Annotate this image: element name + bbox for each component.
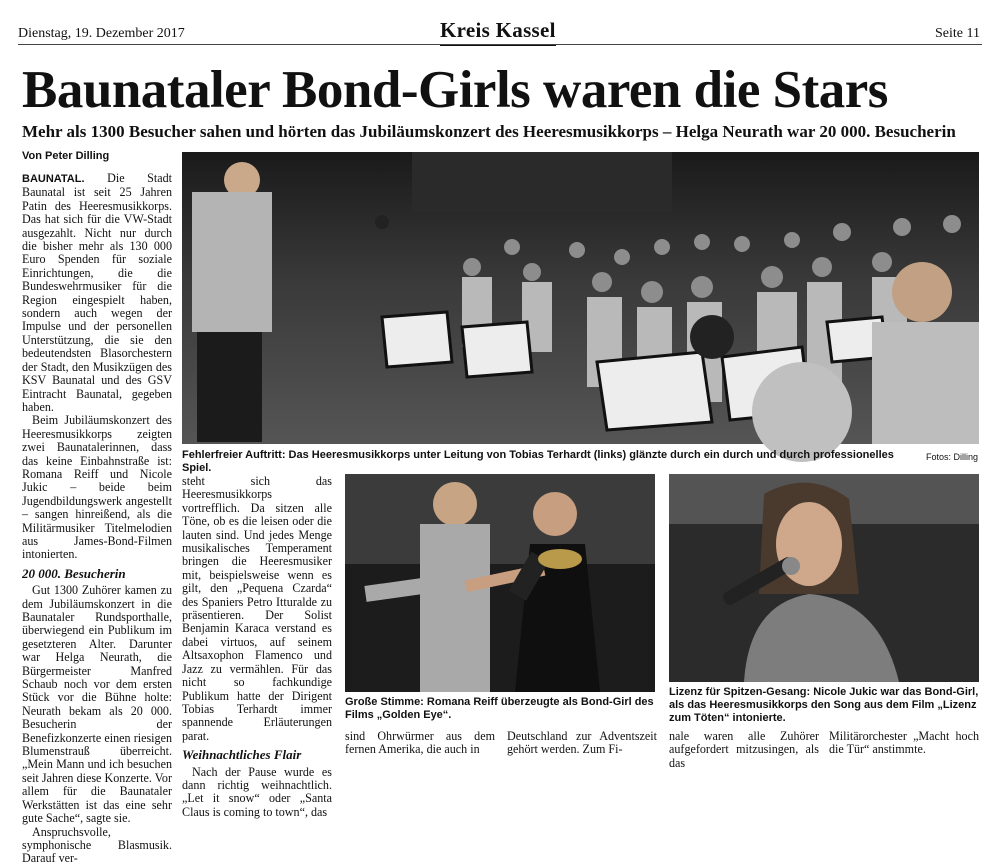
article-column-3: sind Ohrwürmer aus dem fernen Amerika, die auch in (345, 729, 495, 757)
article-column-5: nale waren alle Zuhörer aufgefordert mitzusingen, als das (669, 729, 819, 770)
paragraph: Die Stadt Baunatal ist seit 25 Jahren Patin des Heeresmusikkorps. Das hat sich für die VW-Stadt ausgezahlt. Nicht nur durch die bisher mehr als 130 000 Euro Spenden für soziale Einrichtungen, die die Bundeswehrmusiker für die Region eingespielt haben, sondern auch wegen der Impulse und der personellen Unterstützung, die sie den bedeutendsten Blasorchestern der Stadt, den Musikzügen des KSV Baunatal und des GSV Eintracht Baunatal, gegeben haben. (22, 171, 172, 414)
page-number: Seite 11 (935, 26, 980, 41)
subheading: Weihnachtliches Flair (182, 747, 302, 763)
photo-credit: Fotos: Dilling (925, 452, 978, 462)
headline: Baunataler Bond-Girls waren die Stars (22, 61, 888, 119)
singer-reiff-photo (345, 474, 655, 692)
paragraph: Beim Jubiläumskonzert des Heeresmusikkorps zeigten zwei Baunatalerinnen, dass das keine Einbahnstraße ist: Romana Reiff und Nicole Jukic – beide beim Jugendbildungswerk angestellt – sangen hinreißend, als die Militärmusiker Titelmelodien aus James-Bond-Filmen intonierten. (22, 413, 172, 562)
article-column-4: Deutschland zur Adventszeit gehört werden. Zum Fi- (507, 729, 657, 757)
subheading: 20 000. Besucherin (22, 565, 126, 581)
article-column-6: Militärorchester „Macht hoch die Tür“ anstimmte. (829, 729, 979, 757)
paragraph: Anspruchsvolle, symphonische Blasmusik. Darauf ver- (22, 824, 172, 866)
section-title: Kreis Kassel (440, 18, 556, 46)
paragraph: Nach der Pause wurde es dann richtig weihnachtlich. „Let it snow“ oder „Santa Claus is coming to town“, das (182, 764, 332, 819)
dateline: BAUNATAL. (22, 173, 85, 185)
article-column-1 (22, 171, 172, 866)
paragraph: steht sich das Heeresmusikkorps vortrefflich. Da sitzen alle Töne, ob es die leisen oder die lauten sind. Und jedes Menge musikalisches Temperament bringen die Heeresmusiker mit, beispielsweise wenn es gilt, den „Pequena Czarda“ des Spaniers Petro Itturalde zu präsentieren. Der Solist Benjamin Karaca verstand es dabei virtuos, auf seinem Altsaxophon Flamenco und Jazz zu vermählen. Für das nicht so fachkundige Publikum hatte der Dirigent Tobias Terhardt immer spannende Erläuterungen parat. (182, 474, 332, 743)
orchestra-photo (182, 152, 979, 444)
right-photo-caption: Lizenz für Spitzen-Gesang: Nicole Jukic war das Bond-Girl, als das Heeresmusikkorps den Song aus dem Film „Lizenz zum Töten“ intonierte. (669, 686, 979, 724)
subheadline: Mehr als 1300 Besucher sahen und hörten das Jubiläumskonzert des Heeresmusikkorps – Helga Neurath war 20 000. Besucherin (22, 122, 956, 141)
page-date: Dienstag, 19. Dezember 2017 (18, 26, 185, 41)
header-rule (18, 44, 982, 45)
left-photo-caption: Große Stimme: Romana Reiff überzeugte als Bond-Girl des Films „Golden Eye“. (345, 696, 654, 721)
byline: Von Peter Dilling (22, 150, 110, 162)
main-photo-caption: Fehlerfreier Auftritt: Das Heeresmusikkorps unter Leitung von Tobias Terhardt (links) glänzte durch ein durch und durch professionelles Spiel. (182, 449, 894, 474)
paragraph: Gut 1300 Zuhörer kamen zu dem Jubiläumskonzert in die Baunataler Rundsporthalle, überwiegend ein Publikum im gesetzteren Alter. Darunter war Helga Neurath, die Bürgermeister Manfred Schaub noch vor dem ersten Stück vor die Bühne holte: Neurath bekam als 20 000. Besucherin der Benefizkonzerte einen riesigen Blumenstrauß überreicht. „Mein Mann und ich besuchen seit Jahren diese Konzerte. Vor allem für die Baunataler Werkstätten ist das eine sehr gute Sache“, sagte sie. (22, 583, 172, 826)
article-column-2 (182, 474, 332, 819)
singer-jukic-photo (669, 474, 979, 682)
